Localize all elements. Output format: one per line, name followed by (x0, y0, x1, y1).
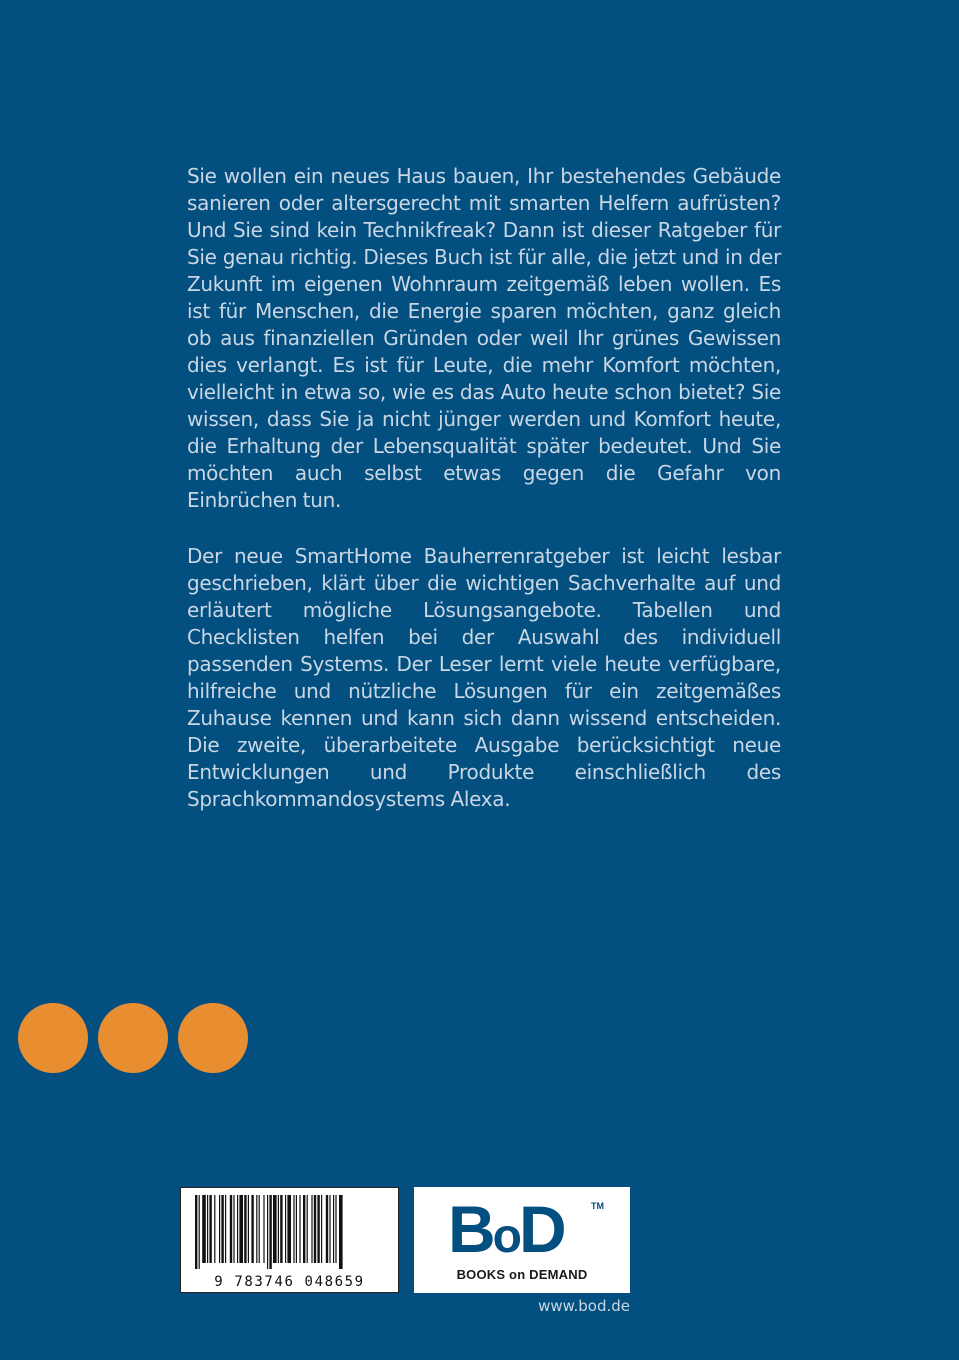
barcode-bar (307, 1195, 308, 1263)
barcode-bars (195, 1195, 386, 1269)
barcode-bar (244, 1195, 246, 1263)
barcode-bar (207, 1195, 208, 1263)
barcode-bar (202, 1195, 206, 1263)
trademark-symbol: TM (591, 1201, 604, 1211)
barcode-bar (225, 1195, 226, 1263)
orange-dot-decoration (98, 1003, 168, 1073)
barcode-bar (233, 1195, 234, 1263)
barcode-bar (333, 1195, 334, 1263)
barcode-bar (259, 1195, 260, 1263)
barcode-bar (278, 1195, 279, 1263)
blurb-paragraph-1: Sie wollen ein neues Haus bauen, Ihr bestehendes Gebäude sanieren oder altersgerecht mit smarten Helfern aufrüsten? Und Sie sind kein Technikfreak? Dann ist dieser Ratgeber für Sie genau richtig. Dieses Buch ist für alle, die jetzt und in der Zukunft im eigenen Wohnraum zeitgemäß leben wollen. Es ist für Menschen, die Energie sparen möchten, ganz gleich ob aus finanziellen Gründen oder weil Ihr grünes Gewissen dies verlangt. Es ist für Leute, die mehr Komfort möchten, vielleicht in etwa so, wie es das Auto heute schon bietet? Sie wissen, dass Sie ja nicht jünger werden und Komfort heute, die Erhaltung der Lebensqualität später bedeutet. Und Sie möchten auch selbst etwas gegen die Gefahr von Einbrüchen tun. (187, 164, 781, 512)
barcode-bar (314, 1195, 316, 1263)
publisher-website: www.bod.de (538, 1297, 630, 1315)
barcode-bar (263, 1195, 264, 1263)
barcode-bar (273, 1195, 277, 1263)
barcode-bar (199, 1195, 200, 1269)
barcode-bar (214, 1195, 215, 1263)
publisher-tagline: BOOKS on DEMAND (456, 1267, 588, 1282)
barcode-bar (299, 1195, 300, 1263)
barcode-bar (248, 1195, 249, 1263)
barcode-bar (321, 1195, 322, 1263)
barcode-bar (311, 1195, 312, 1263)
orange-dot-decoration (178, 1003, 248, 1073)
blurb-paragraph-2: Der neue SmartHome Bauherrenratgeber ist leicht lesbar geschrieben, klärt über die wichtigen Sachverhalte auf und erläutert mögliche Lösungsangebote. Tabellen und Checklisten helfen bei der Auswahl des individuell passenden Systems. Der Leser lernt viele heute verfügbare, hilfreiche und nützliche Lösungen für ein zeitgemäßes Zuhause kennen und kann sich dann wissend entscheiden. Die zweite, überarbeitete Ausgabe berücksichtigt neue Entwicklungen und Produkte einschließlich des Sprachkommandosystems Alexa. (187, 544, 781, 811)
barcode-bar (280, 1195, 282, 1263)
logo-letter-o: o (492, 1210, 519, 1263)
barcode-bar (219, 1195, 220, 1263)
barcode-bar (230, 1195, 232, 1263)
barcode-bar (239, 1195, 243, 1263)
barcode-bar (209, 1195, 211, 1263)
barcode-bar (335, 1195, 336, 1263)
barcode-bar (195, 1195, 197, 1269)
logo-letter-d: D (519, 1192, 564, 1266)
barcode-bar (329, 1195, 330, 1263)
publisher-logo (414, 1187, 630, 1293)
barcode-bar (303, 1195, 305, 1263)
barcode-bar (237, 1195, 238, 1263)
barcode-bar (293, 1195, 294, 1263)
barcode-bar (285, 1195, 286, 1263)
isbn-barcode (180, 1187, 399, 1293)
barcode-bar (267, 1195, 268, 1269)
barcode-bar (287, 1195, 291, 1263)
barcode-bar (317, 1195, 319, 1263)
barcode-bar (251, 1195, 253, 1263)
barcode-bar (326, 1195, 328, 1263)
barcode-bar (269, 1195, 271, 1269)
barcode-bar (339, 1195, 343, 1269)
orange-dot-decoration (18, 1003, 88, 1073)
barcode-bar (296, 1195, 297, 1263)
bod-logo-mark (448, 1193, 564, 1273)
isbn-number: 9 783746 048659 (214, 1274, 365, 1290)
logo-letter-b: B (448, 1192, 493, 1266)
barcode-bar (256, 1195, 257, 1263)
barcode-bar (221, 1195, 223, 1263)
